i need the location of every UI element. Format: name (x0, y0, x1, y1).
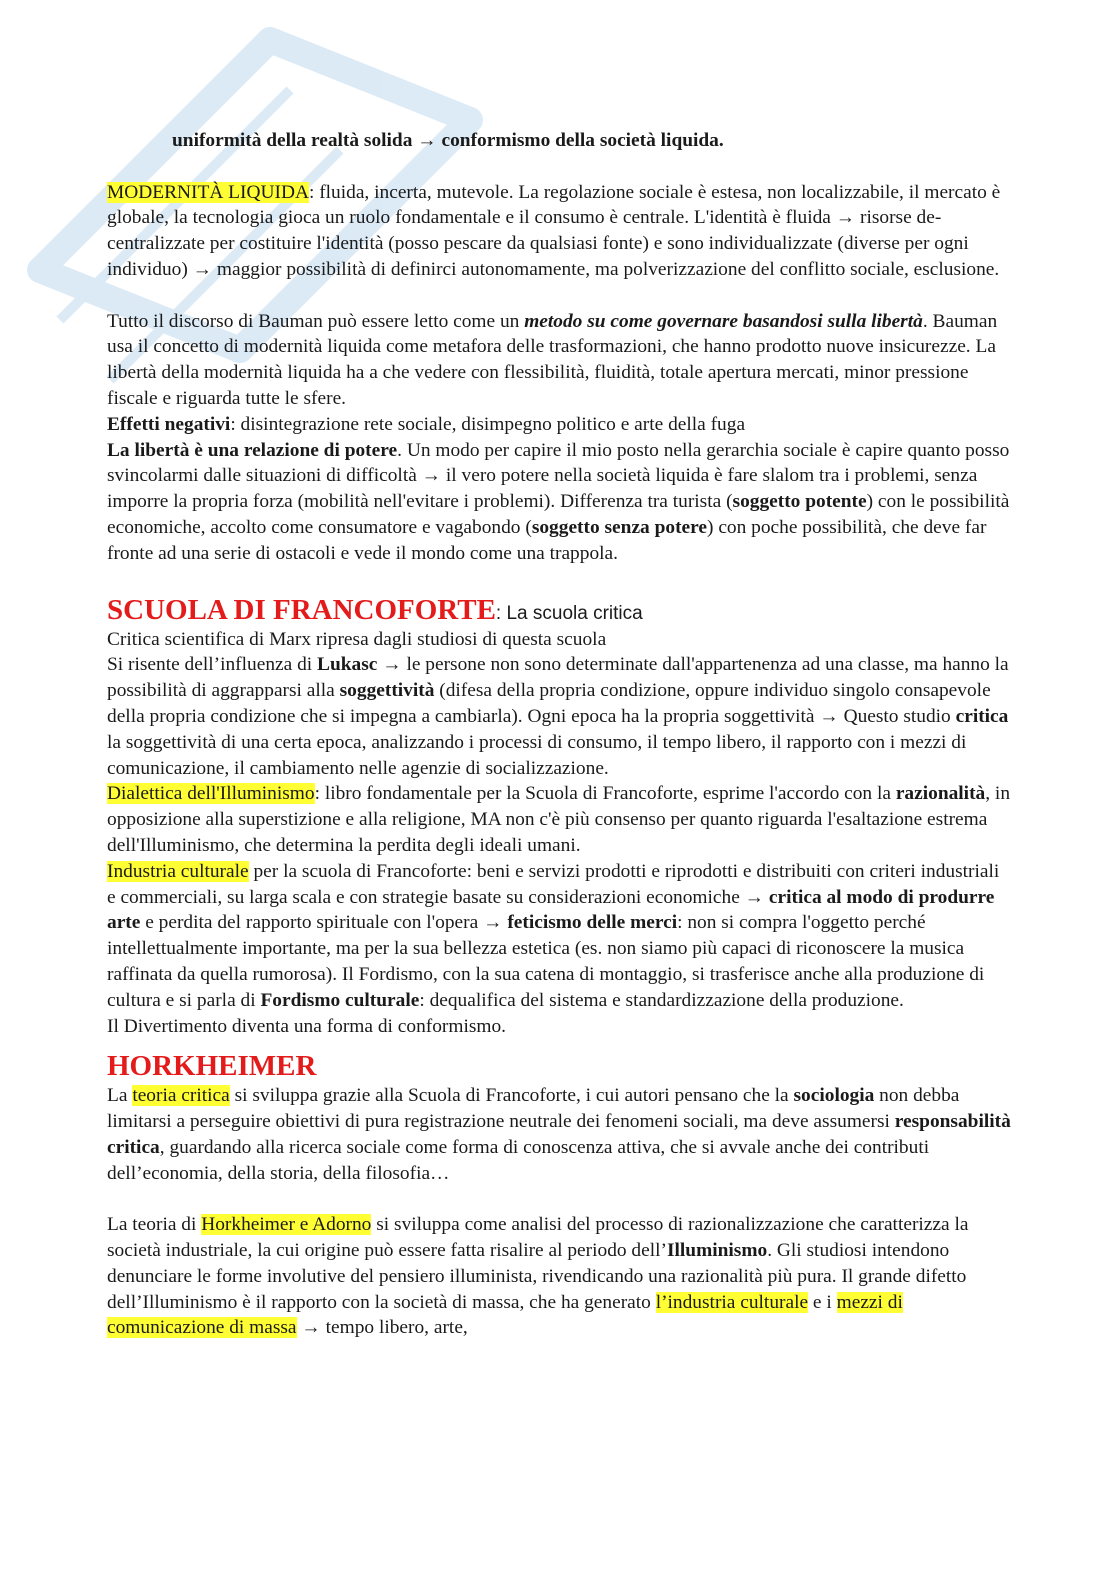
bauman-paragraph (107, 309, 1012, 412)
text-span: . Bauman usa il concetto di modernità liquida come metafora delle trasformazioni, che hanno prodotto nuove insicurezze. La libertà della modernità liquida ha a che vedere con flessibilità, fluidità, totale apertura mercati, minor pressione fiscale e riguarda tutte le sfere. (107, 310, 998, 409)
intro-line: uniformità della realtà solida → conformismo della società liquida. (172, 130, 724, 151)
text-span: si sviluppa grazie alla Scuola di Francoforte, i cui autori pensano che la (229, 1085, 794, 1107)
highlight-term: Horkheimer e Adorno (201, 1214, 372, 1236)
dialettica-paragraph (107, 781, 1012, 858)
bold-term: critica al modo di produrre arte (107, 886, 995, 934)
divertimento-line: Il Divertimento diventa una forma di conformismo. (107, 1015, 507, 1037)
text-span: : non si compra l'oggetto perché intellettualmente importante, ma per la sua bellezza estetica (es. non siamo più capaci di riconoscere la musica raffinata da quella rumorosa). Il Fordismo, con la sua catena di montaggio, si trasferisce anche alla produzione di cultura e si parla di (107, 912, 985, 1011)
francoforte-line: Critica scientifica di Marx ripresa dagli studiosi di questa scuola (107, 628, 607, 650)
text-span: ) con le possibilità economiche, accolto come consumatore e vagabondo ( (107, 491, 1010, 538)
teoria-critica-paragraph (107, 1083, 1012, 1186)
bold-term: sociologia (793, 1085, 875, 1107)
highlight-term: mezzi di comunicazione di massa (107, 1291, 903, 1339)
text-span: (difesa della propria condizione, oppure individuo singolo consapevole della propria condizione che si impegna a cambiarla). Ogni epoca ha la propria soggettività → Questo studio (107, 680, 991, 727)
text-span: La teoria di (107, 1214, 202, 1236)
text-span: Si risente dell’influenza di (107, 654, 318, 676)
bold-term: soggetto senza potere (531, 516, 708, 538)
bold-label: La libertà è una relazione di potere (107, 439, 398, 461)
text-span: la soggettività di una certa epoca, analizzando i processi di consumo, il tempo libero, il rapporto con i mezzi di comunicazione, il cambiamento nelle agenzie di socializzazione. (107, 731, 967, 779)
heading-subtitle: : La scuola critica (495, 602, 643, 624)
bold-term: critica (955, 705, 1009, 727)
horkheimer-adorno-paragraph (107, 1212, 1012, 1341)
bold-term: soggettività (339, 680, 435, 702)
bold-term: Fordismo culturale (260, 989, 420, 1011)
bold-term: feticismo delle merci (507, 912, 678, 934)
lukacs-paragraph (107, 652, 1012, 781)
bold-term: razionalità (895, 783, 986, 805)
section-heading-horkheimer (107, 1049, 1012, 1083)
modernita-paragraph (107, 180, 1012, 283)
heading-text: HORKHEIMER (107, 1050, 317, 1083)
modernita-term: MODERNITÀ LIQUIDA (107, 181, 309, 203)
bold-term: Lukasc (317, 654, 378, 676)
bold-term: responsabilità critica (107, 1111, 1011, 1158)
heading-text: SCUOLA DI FRANCOFORTE (107, 593, 496, 626)
highlight-term: l’industria culturale (655, 1291, 809, 1313)
text-span: non debba limitarsi a perseguire obiettivi di pura registrazione neutrale dei fenomeni sociali, ma deve assumersi (107, 1085, 960, 1133)
document-page (107, 128, 1012, 1341)
text-span: per la scuola di Francoforte: beni e servizi prodotti e riprodotti e distribuiti con criteri industriali e commerciali, su larga scala e con strategie basate su considerazioni economiche → (107, 860, 1000, 908)
highlight-term: Dialettica dell'Illuminismo (107, 783, 315, 805)
bold-label: Effetti negativi (107, 413, 231, 435)
negative-effects-line (107, 412, 1012, 438)
power-paragraph (107, 438, 1012, 567)
text-span: : libro fondamentale per la Scuola di Francoforte, esprime l'accordo con la (314, 783, 896, 805)
bold-term: soggetto potente (732, 491, 867, 513)
industria-paragraph (107, 859, 1012, 1014)
text-span: : dequalifica del sistema e standardizzazione della produzione. (419, 989, 904, 1011)
emphasis-text: metodo su come governare basandosi sulla libertà (524, 310, 923, 332)
text-span: si sviluppa come analisi del processo di razionalizzazione che caratterizza la società industriale, la cui origine può essere fatta risalire al periodo dell’ (107, 1214, 969, 1262)
text-span: → le persone non sono determinate dall'appartenenza ad una classe, ma hanno la possibilità di aggrapparsi alla (107, 654, 1009, 702)
modernita-text: : fluida, incerta, mutevole. La regolazione sociale è estesa, non localizzabile, il mercato è globale, la tecnologia gioca un ruolo fondamentale e il consumo è centrale. L'identità è fluida → risorse de-centralizzate per costituire l'identità (posso pescare da qualsiasi fonte) e sono individualizzate (diverse per ogni individuo) → maggior possibilità di definirci autonomamente, ma polverizzazione del conflitto sociale, esclusione. (107, 181, 1001, 280)
text-span: e i (808, 1291, 837, 1313)
text-span: → tempo libero, arte, (296, 1317, 468, 1339)
text-span: , guardando alla ricerca sociale come forma di conoscenza attiva, che si avvale anche dei contributi dell’economia, della storia, della filosofia… (107, 1136, 930, 1184)
text-span: La (107, 1085, 133, 1107)
section-heading-francoforte (107, 593, 1012, 627)
text-span: ) con poche possibilità, che deve far fronte ad una serie di ostacoli e vede il mondo come una trappola. (107, 516, 987, 564)
text-span: Tutto il discorso di Bauman può essere letto come un (107, 310, 525, 332)
text-span: , in opposizione alla superstizione e alla religione, MA non c'è più consenso per quanto riguarda l'esaltazione estrema dell'Illuminismo, che determina la perdita degli ideali umani. (107, 783, 1011, 856)
text-span: . Gli studiosi intendono denunciare le forme involutive del pensiero illuminista, rivendicando una razionalità più pura. Il grande difetto dell’Illuminismo è il rapporto con la società di massa, che ha generato (107, 1240, 967, 1313)
text-span: : disintegrazione rete sociale, disimpegno politico e arte della fuga (230, 413, 746, 435)
text-span: . Un modo per capire il mio posto nella gerarchia sociale è capire quanto posso svincolarmi dalle situazioni di difficoltà → il vero potere nella società liquida è fare slalom tra i problemi, senza imporre la propria forza (mobilità nell'evitare i problemi). Differenza tra turista ( (107, 439, 1010, 513)
highlight-term: Industria culturale (107, 860, 249, 882)
text-span: e perdita del rapporto spirituale con l'opera → (140, 912, 508, 934)
bold-term: Illuminismo (666, 1240, 768, 1262)
highlight-term: teoria critica (132, 1085, 230, 1107)
